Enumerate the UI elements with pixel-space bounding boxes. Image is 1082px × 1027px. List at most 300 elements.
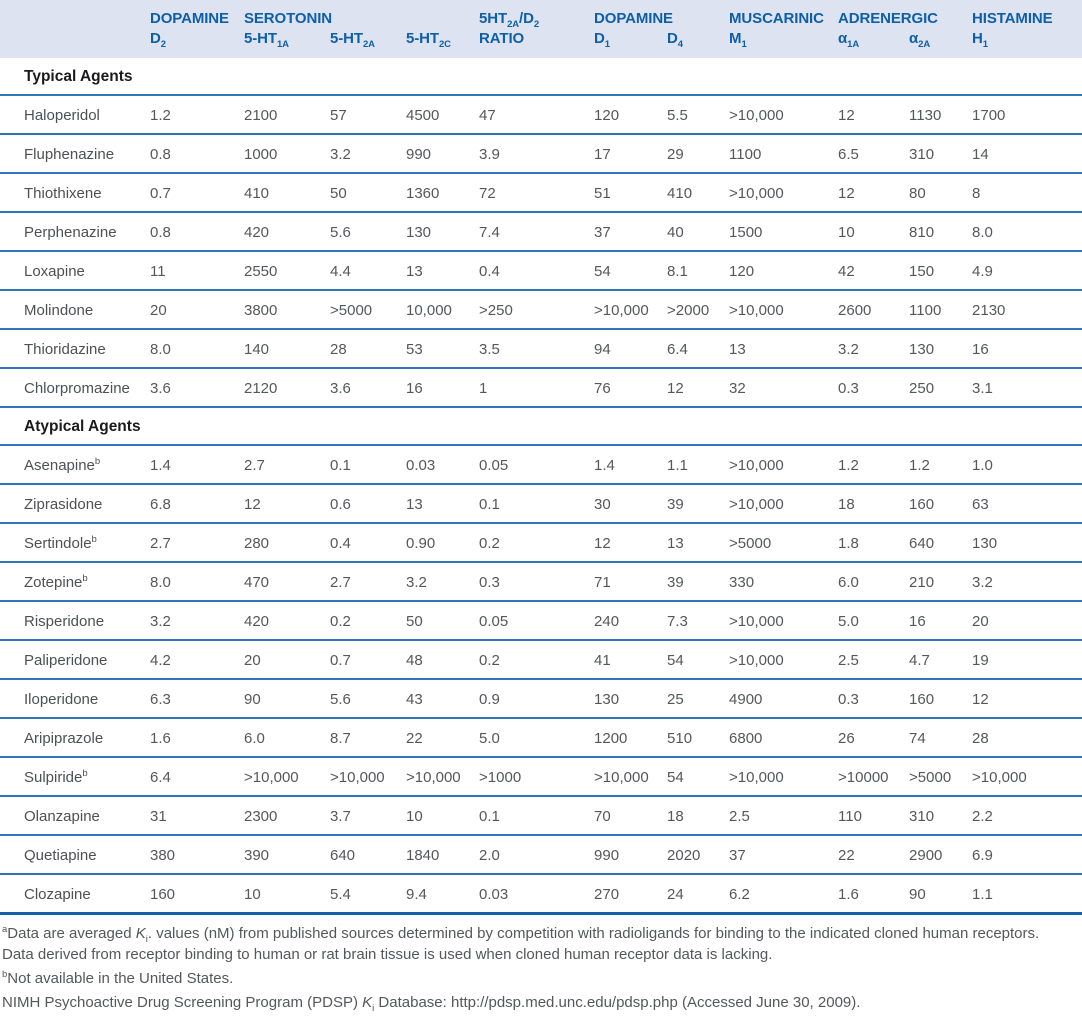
value-cell: 1100: [909, 290, 972, 329]
sup-segment: a: [2, 924, 8, 935]
table-body: [0, 58, 1082, 914]
value-cell: >10,000: [729, 173, 838, 212]
value-cell: 5.0: [479, 718, 594, 757]
value-cell: 9.4: [406, 874, 479, 914]
column-header: [244, 28, 330, 58]
column-header: [972, 28, 1082, 58]
value-cell: 8: [972, 173, 1082, 212]
text-segment: 5-HT: [244, 30, 277, 47]
drug-name-cell: [0, 484, 150, 523]
value-cell: 1.1: [667, 445, 729, 484]
value-cell: 26: [838, 718, 909, 757]
value-cell: 6.4: [150, 757, 244, 796]
text-segment: RATIO: [479, 30, 525, 47]
value-cell: 130: [406, 212, 479, 251]
value-cell: 2100: [244, 95, 330, 134]
value-cell: 3.1: [972, 368, 1082, 407]
sub-segment: 1: [604, 39, 610, 50]
table-row: [0, 329, 1082, 368]
table-row: [0, 251, 1082, 290]
footnotes: [0, 915, 1082, 1013]
value-cell: 990: [406, 134, 479, 173]
value-cell: 3800: [244, 290, 330, 329]
value-cell: 1100: [729, 134, 838, 173]
value-cell: 6.2: [729, 874, 838, 914]
value-cell: 380: [150, 835, 244, 874]
table-row: [0, 601, 1082, 640]
value-cell: 2.5: [729, 796, 838, 835]
value-cell: 330: [729, 562, 838, 601]
text-segment: . values (nM) from published sources determined by competition with radioligands for binding to the indicated cloned human receptors. Data derived from receptor binding to human or rat brain tissue is used when cloned human receptor data is lacking.: [2, 925, 1040, 963]
value-cell: 12: [244, 484, 330, 523]
value-cell: 5.6: [330, 679, 406, 718]
value-cell: 57: [330, 95, 406, 134]
drug-name: Olanzapine: [24, 808, 100, 825]
sub-segment: i: [372, 1003, 375, 1014]
value-cell: >10,000: [244, 757, 330, 796]
value-cell: 8.0: [150, 562, 244, 601]
text-segment: DOPAMINE: [150, 10, 229, 27]
value-cell: 10: [244, 874, 330, 914]
value-cell: 0.1: [330, 445, 406, 484]
value-cell: 24: [667, 874, 729, 914]
table-row: [0, 640, 1082, 679]
value-cell: 17: [594, 134, 667, 173]
value-cell: 48: [406, 640, 479, 679]
value-cell: >10,000: [729, 757, 838, 796]
footnote: [2, 923, 1074, 965]
value-cell: 3.6: [330, 368, 406, 407]
table-row: [0, 134, 1082, 173]
value-cell: 210: [909, 562, 972, 601]
column-group-header: [729, 0, 838, 28]
drug-name: Risperidone: [24, 613, 105, 630]
drug-name: Zotepine: [24, 574, 83, 591]
sub-segment: 2: [533, 19, 540, 30]
value-cell: 1.4: [150, 445, 244, 484]
value-cell: 0.3: [838, 368, 909, 407]
value-cell: 2.7: [330, 562, 406, 601]
column-header: [330, 28, 406, 58]
value-cell: 160: [909, 484, 972, 523]
column-group-header: [150, 0, 244, 28]
drug-name: Quetiapine: [24, 847, 97, 864]
value-cell: >10,000: [729, 640, 838, 679]
value-cell: 410: [667, 173, 729, 212]
value-cell: 28: [972, 718, 1082, 757]
value-cell: 43: [406, 679, 479, 718]
value-cell: 32: [729, 368, 838, 407]
value-cell: 29: [667, 134, 729, 173]
value-cell: >10,000: [972, 757, 1082, 796]
value-cell: 13: [729, 329, 838, 368]
drug-name-cell: [0, 368, 150, 407]
text-segment: 5HT: [479, 10, 508, 27]
value-cell: 5.0: [838, 601, 909, 640]
value-cell: 150: [909, 251, 972, 290]
value-cell: 8.7: [330, 718, 406, 757]
text-segment: M: [729, 30, 742, 47]
value-cell: 0.2: [479, 640, 594, 679]
drug-name-cell: [0, 796, 150, 835]
sub-segment: i: [145, 934, 148, 945]
value-cell: 0.2: [479, 523, 594, 562]
table-row: [0, 757, 1082, 796]
column-group-header: [972, 0, 1082, 28]
value-cell: 12: [838, 173, 909, 212]
column-group-row: [0, 0, 1082, 28]
value-cell: 0.1: [479, 484, 594, 523]
column-header: [406, 28, 479, 58]
sub-segment: 1A: [847, 39, 860, 50]
value-cell: 410: [244, 173, 330, 212]
value-cell: 0.3: [479, 562, 594, 601]
drug-name-cell: [0, 757, 150, 796]
sub-segment: 1: [982, 39, 988, 50]
value-cell: 12: [972, 679, 1082, 718]
drug-name-cell: [0, 874, 150, 914]
value-cell: 1: [479, 368, 594, 407]
value-cell: 12: [838, 95, 909, 134]
value-cell: 2.7: [244, 445, 330, 484]
value-cell: 3.2: [330, 134, 406, 173]
value-cell: 40: [667, 212, 729, 251]
value-cell: 11: [150, 251, 244, 290]
sub-segment: 2: [160, 39, 166, 50]
value-cell: 0.2: [330, 601, 406, 640]
value-cell: >10000: [838, 757, 909, 796]
value-cell: 6.0: [244, 718, 330, 757]
value-cell: 8.0: [972, 212, 1082, 251]
value-cell: >10,000: [729, 484, 838, 523]
value-cell: 39: [667, 484, 729, 523]
value-cell: 0.03: [406, 445, 479, 484]
text-segment: MUSCARINIC: [729, 10, 824, 27]
value-cell: 2.7: [150, 523, 244, 562]
column-header: [909, 28, 972, 58]
value-cell: 1700: [972, 95, 1082, 134]
value-cell: 1.6: [838, 874, 909, 914]
value-cell: 41: [594, 640, 667, 679]
value-cell: 94: [594, 329, 667, 368]
value-cell: 25: [667, 679, 729, 718]
value-cell: 6.3: [150, 679, 244, 718]
value-cell: 160: [909, 679, 972, 718]
value-cell: 12: [667, 368, 729, 407]
value-cell: 51: [594, 173, 667, 212]
section-header: Typical Agents: [0, 58, 1082, 95]
value-cell: 240: [594, 601, 667, 640]
drug-name: Loxapine: [24, 263, 85, 280]
value-cell: >5000: [909, 757, 972, 796]
drug-name-cell: [0, 835, 150, 874]
value-cell: 10: [406, 796, 479, 835]
footnote-marker: b: [94, 456, 101, 467]
text-segment: 5-HT: [406, 30, 439, 47]
drug-name-cell: [0, 251, 150, 290]
value-cell: 130: [909, 329, 972, 368]
value-cell: >10,000: [729, 95, 838, 134]
column-header-row: [0, 28, 1082, 58]
drug-name-cell: [0, 718, 150, 757]
value-cell: 120: [729, 251, 838, 290]
drug-name: Sulpiride: [24, 769, 83, 786]
value-cell: 37: [729, 835, 838, 874]
value-cell: 130: [594, 679, 667, 718]
value-cell: 7.4: [479, 212, 594, 251]
value-cell: 6.5: [838, 134, 909, 173]
value-cell: 310: [909, 134, 972, 173]
text-segment: D: [667, 30, 678, 47]
value-cell: 6.8: [150, 484, 244, 523]
column-header: [479, 28, 594, 58]
drug-name: Fluphenazine: [24, 146, 115, 163]
table-row: [0, 290, 1082, 329]
value-cell: 4500: [406, 95, 479, 134]
table-row: [0, 484, 1082, 523]
text-segment: ADRENERGIC: [838, 10, 938, 27]
value-cell: 37: [594, 212, 667, 251]
value-cell: 1.1: [972, 874, 1082, 914]
value-cell: 7.3: [667, 601, 729, 640]
value-cell: 4900: [729, 679, 838, 718]
value-cell: >10,000: [729, 445, 838, 484]
value-cell: 54: [667, 757, 729, 796]
drug-name: Aripiprazole: [24, 730, 104, 747]
value-cell: 0.05: [479, 601, 594, 640]
value-cell: 0.1: [479, 796, 594, 835]
value-cell: 2.0: [479, 835, 594, 874]
value-cell: >10,000: [330, 757, 406, 796]
drug-name: Molindone: [24, 302, 94, 319]
value-cell: 140: [244, 329, 330, 368]
value-cell: 5.4: [330, 874, 406, 914]
drug-name-cell: [0, 95, 150, 134]
footnote-marker: b: [82, 768, 88, 779]
value-cell: 16: [972, 329, 1082, 368]
text-segment: Not available in the United States.: [7, 970, 234, 987]
text-segment: 5-HT: [330, 30, 363, 47]
value-cell: 76: [594, 368, 667, 407]
value-cell: 120: [594, 95, 667, 134]
value-cell: 13: [406, 251, 479, 290]
value-cell: 0.4: [479, 251, 594, 290]
value-cell: 12: [594, 523, 667, 562]
table-row: [0, 835, 1082, 874]
value-cell: 20: [150, 290, 244, 329]
column-group-header: [479, 0, 594, 28]
value-cell: 1500: [729, 212, 838, 251]
footnote: [2, 968, 1074, 989]
value-cell: 2.2: [972, 796, 1082, 835]
value-cell: 74: [909, 718, 972, 757]
column-header: [0, 28, 150, 58]
value-cell: 50: [330, 173, 406, 212]
table-row: [0, 679, 1082, 718]
value-cell: 80: [909, 173, 972, 212]
footnote: [2, 992, 1074, 1013]
value-cell: 420: [244, 212, 330, 251]
value-cell: 10: [838, 212, 909, 251]
drug-name-cell: [0, 523, 150, 562]
value-cell: 31: [150, 796, 244, 835]
value-cell: 2120: [244, 368, 330, 407]
value-cell: 130: [972, 523, 1082, 562]
value-cell: 3.2: [406, 562, 479, 601]
value-cell: 90: [244, 679, 330, 718]
value-cell: 28: [330, 329, 406, 368]
drug-name-cell: [0, 601, 150, 640]
drug-name-cell: [0, 212, 150, 251]
sub-segment: 1: [741, 39, 747, 50]
drug-name: Ziprasidone: [24, 496, 103, 513]
value-cell: 0.90: [406, 523, 479, 562]
drug-name: Thiothixene: [24, 185, 102, 202]
value-cell: 1.2: [150, 95, 244, 134]
value-cell: 160: [150, 874, 244, 914]
text-segment: K: [362, 994, 373, 1011]
drug-name-cell: [0, 445, 150, 484]
value-cell: 70: [594, 796, 667, 835]
value-cell: 6800: [729, 718, 838, 757]
value-cell: 8.1: [667, 251, 729, 290]
value-cell: 14: [972, 134, 1082, 173]
table-row: [0, 95, 1082, 134]
value-cell: 390: [244, 835, 330, 874]
text-segment: SEROTONIN: [244, 10, 333, 27]
table-header: [0, 0, 1082, 58]
value-cell: 2550: [244, 251, 330, 290]
table-row: [0, 523, 1082, 562]
value-cell: 640: [330, 835, 406, 874]
column-group-header: [594, 0, 729, 28]
value-cell: 0.7: [150, 173, 244, 212]
value-cell: 0.03: [479, 874, 594, 914]
table-row: [0, 445, 1082, 484]
value-cell: 71: [594, 562, 667, 601]
sub-segment: 2C: [438, 39, 451, 50]
text-segment: α: [909, 30, 919, 47]
value-cell: 1.0: [972, 445, 1082, 484]
drug-name: Clozapine: [24, 886, 91, 903]
table-row: [0, 368, 1082, 407]
value-cell: >250: [479, 290, 594, 329]
value-cell: 1000: [244, 134, 330, 173]
value-cell: 470: [244, 562, 330, 601]
sup-segment: b: [2, 969, 8, 980]
footnote-marker: b: [91, 534, 97, 545]
value-cell: 22: [838, 835, 909, 874]
text-segment: NIMH Psychoactive Drug Screening Program (PDSP): [2, 994, 363, 1011]
drug-name: Asenapine: [24, 457, 95, 474]
value-cell: >5000: [330, 290, 406, 329]
value-cell: 4.2: [150, 640, 244, 679]
value-cell: 280: [244, 523, 330, 562]
drug-name: Paliperidone: [24, 652, 108, 669]
section-header: Atypical Agents: [0, 407, 1082, 445]
value-cell: 3.5: [479, 329, 594, 368]
value-cell: 3.2: [838, 329, 909, 368]
value-cell: 0.9: [479, 679, 594, 718]
value-cell: 2020: [667, 835, 729, 874]
drug-name-cell: [0, 679, 150, 718]
value-cell: 8.0: [150, 329, 244, 368]
sub-segment: 2A: [362, 39, 375, 50]
value-cell: 310: [909, 796, 972, 835]
value-cell: 3.7: [330, 796, 406, 835]
text-segment: K: [135, 925, 146, 942]
column-header: [729, 28, 838, 58]
value-cell: 47: [479, 95, 594, 134]
sub-segment: 1A: [276, 39, 289, 50]
value-cell: 22: [406, 718, 479, 757]
value-cell: 2600: [838, 290, 909, 329]
value-cell: >10,000: [729, 290, 838, 329]
value-cell: 18: [838, 484, 909, 523]
value-cell: >2000: [667, 290, 729, 329]
value-cell: 3.2: [972, 562, 1082, 601]
value-cell: 2130: [972, 290, 1082, 329]
sub-segment: 2A: [918, 39, 931, 50]
value-cell: 0.3: [838, 679, 909, 718]
value-cell: >10,000: [594, 290, 667, 329]
value-cell: 1.8: [838, 523, 909, 562]
value-cell: >10,000: [406, 757, 479, 796]
value-cell: 42: [838, 251, 909, 290]
column-group-header: [838, 0, 972, 28]
value-cell: 13: [667, 523, 729, 562]
value-cell: 16: [406, 368, 479, 407]
column-group-header: [0, 0, 150, 28]
value-cell: 19: [972, 640, 1082, 679]
value-cell: 2300: [244, 796, 330, 835]
value-cell: 72: [479, 173, 594, 212]
value-cell: 30: [594, 484, 667, 523]
value-cell: >1000: [479, 757, 594, 796]
value-cell: 50: [406, 601, 479, 640]
value-cell: 5.6: [330, 212, 406, 251]
drug-name: Chlorpromazine: [24, 380, 130, 397]
table-row: [0, 173, 1082, 212]
value-cell: 20: [972, 601, 1082, 640]
value-cell: 0.4: [330, 523, 406, 562]
value-cell: 3.6: [150, 368, 244, 407]
value-cell: 1.2: [909, 445, 972, 484]
value-cell: 0.7: [330, 640, 406, 679]
text-segment: Data are averaged: [7, 925, 136, 942]
value-cell: 2.5: [838, 640, 909, 679]
value-cell: 6.9: [972, 835, 1082, 874]
drug-name: Iloperidone: [24, 691, 99, 708]
text-segment: /D: [519, 10, 534, 27]
value-cell: >5000: [729, 523, 838, 562]
value-cell: 0.6: [330, 484, 406, 523]
drug-name-cell: [0, 562, 150, 601]
drug-name: Haloperidol: [24, 107, 100, 124]
value-cell: 0.8: [150, 212, 244, 251]
column-group-header: [244, 0, 479, 28]
drug-name: Sertindole: [24, 535, 92, 552]
value-cell: 640: [909, 523, 972, 562]
sub-segment: 4: [677, 39, 683, 50]
value-cell: 39: [667, 562, 729, 601]
value-cell: 1360: [406, 173, 479, 212]
value-cell: 420: [244, 601, 330, 640]
section-row: [0, 58, 1082, 95]
table-row: [0, 212, 1082, 251]
value-cell: 54: [667, 640, 729, 679]
value-cell: 10,000: [406, 290, 479, 329]
